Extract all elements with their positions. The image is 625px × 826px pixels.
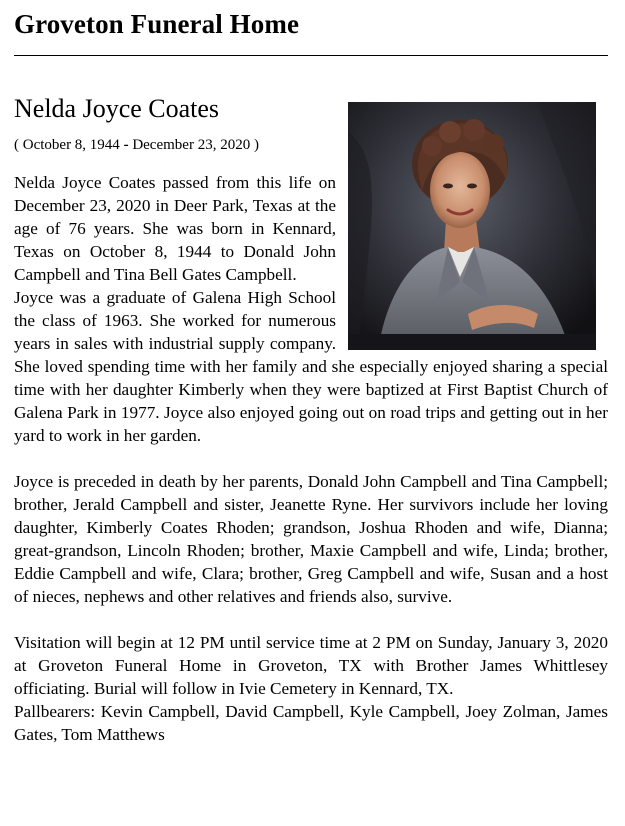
obituary-pallbearers-paragraph: Pallbearers: Kevin Campbell, David Campbell, Kyle Campbell, Joey Zolman, James Gates, Tom Matthews: [14, 702, 608, 744]
site-title[interactable]: Groveton Funeral Home: [14, 9, 300, 39]
obituary-life-paragraph: Joyce was a graduate of Galena High School the class of 1963. She worked for numerous years in sales with industrial supply company. She loved spending time with her family and she especially enjoyed sharing a special time with her daughter Kimberly when they were baptized at First Baptist Church of Galena Park in 1977. Joyce also enjoyed going out on road trips and getting out in her yard to work in her garden.: [14, 288, 608, 445]
obituary-family-paragraph: Joyce is preceded in death by her parents, Donald John Campbell and Tina Campbell; brother, Jerald Campbell and sister, Jeanette Ryne. Her survivors include her loving daughter, Kimberly Coates Rhoden; grandson, Joshua Rhoden and wife, Dianna; great-grandson, Lincoln Rhoden; brother, Maxie Campbell and wife, Linda; brother, Eddie Campbell and wife, Clara; brother, Greg Campbell and wife, Susan and a host of nieces, nephews and other relatives and friends also, survive.: [14, 472, 608, 606]
page: [14, 0, 608, 746]
dates-open: (: [14, 137, 23, 153]
dates-separator: -: [119, 137, 133, 153]
header-divider: [14, 55, 608, 56]
portrait-photo: [348, 102, 596, 350]
deceased-name: Nelda Joyce Coates: [14, 94, 220, 123]
obituary-services-paragraph: Visitation will begin at 12 PM until service time at 2 PM on Sunday, January 3, 2020 at Groveton Funeral Home in Groveton, TX with Brother James Whittlesey officiating. Burial will follow in Ivie Cemetery in Kennard, TX.: [14, 633, 608, 698]
obituary-article: [14, 94, 608, 746]
obituary-intro-paragraph: Nelda Joyce Coates passed from this life on December 23, 2020 in Deer Park, Texas at the age of 76 years. She was born in Kennard, Texas on October 8, 1944 to Donald John Campbell and Tina Bell Gates Campbell.: [14, 173, 336, 284]
death-date: December 23, 2020: [132, 137, 251, 153]
dates-close: ): [250, 137, 259, 153]
birth-date: October 8, 1944: [22, 137, 120, 153]
portrait-image: [348, 102, 596, 350]
